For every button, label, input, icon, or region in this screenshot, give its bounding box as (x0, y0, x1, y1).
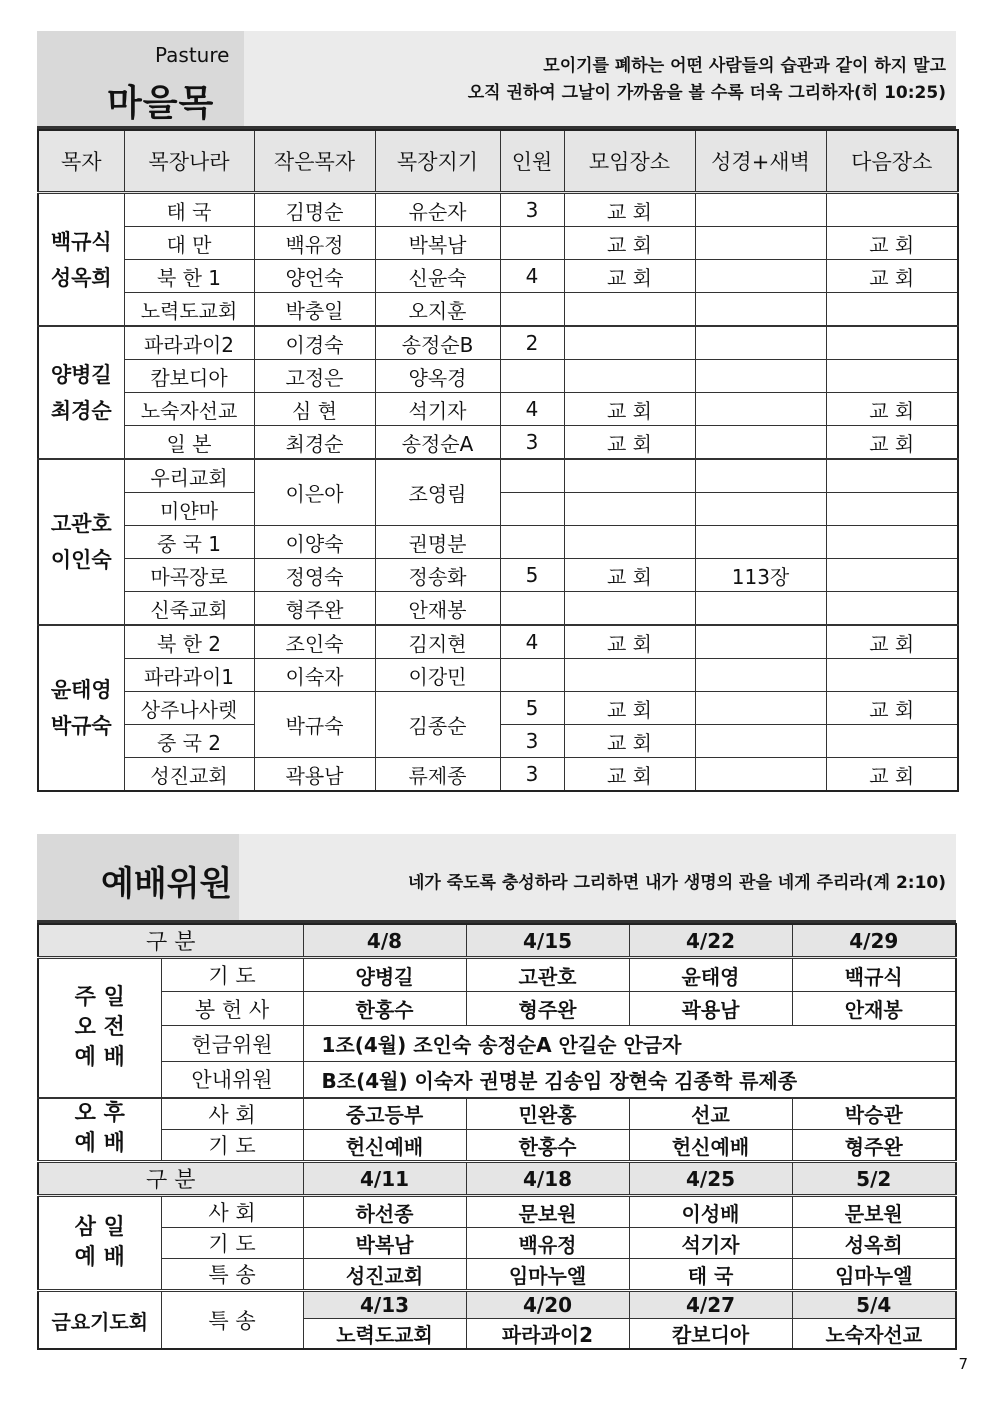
leader-cell: 윤태영 박규숙 (38, 625, 124, 791)
name-cell: 선교 (629, 1098, 792, 1130)
table-row (38, 758, 958, 792)
pasture-table (37, 129, 959, 792)
next-cell (826, 293, 958, 327)
table-row (38, 360, 958, 393)
count-cell (500, 360, 564, 393)
pm-host-row (38, 1098, 956, 1130)
place-cell: 교 회 (564, 393, 695, 426)
keeper-cell: 송정순B (375, 326, 500, 360)
name-cell: 형주완 (792, 1130, 956, 1162)
bible-cell: 113장 (695, 559, 826, 592)
leader-cell: 양병길 최경순 (38, 326, 124, 459)
country-cell: 신죽교회 (124, 592, 254, 626)
offering-committee-value: 1조(4월) 조인숙 송정순A 안길순 안금자 (303, 1026, 956, 1062)
pasture-header (37, 31, 956, 129)
fri-date-row (38, 1291, 956, 1319)
col-header: 목자 (38, 130, 124, 193)
pm-prayer-row (38, 1130, 956, 1162)
country-cell: 파라과이2 (124, 326, 254, 360)
offering-committee-label: 헌금위원 (161, 1026, 303, 1062)
country-cell: 미얀마 (124, 493, 254, 526)
worship-title: 예배위원 (101, 864, 233, 904)
next-cell (826, 559, 958, 592)
bible-cell (695, 426, 826, 460)
name-cell: 양병길 (303, 958, 466, 992)
count-cell: 5 (500, 692, 564, 725)
name-cell: 캄보디아 (629, 1319, 792, 1350)
place-cell: 교 회 (564, 193, 695, 227)
country-cell: 일 본 (124, 426, 254, 460)
keeper-cell: 안재봉 (375, 592, 500, 626)
place-cell: 교 회 (564, 260, 695, 293)
keeper-cell: 권명분 (375, 526, 500, 559)
small-shepherd-cell: 박규숙 (254, 692, 375, 758)
pasture-verse-line2: 오직 권하여 그날이 가까움을 볼 수록 더욱 그리하자(히 10:25) (467, 83, 946, 103)
country-cell: 노력도교회 (124, 293, 254, 327)
place-cell (564, 360, 695, 393)
count-cell: 4 (500, 260, 564, 293)
name-cell: 윤태영 (629, 958, 792, 992)
table-row (38, 559, 958, 592)
table-row (38, 326, 958, 360)
bible-cell (695, 459, 826, 493)
count-cell: 4 (500, 625, 564, 659)
usher-value: B조(4월) 이숙자 권명분 김송임 장현숙 김종학 류제종 (303, 1062, 956, 1098)
name-cell: 한홍수 (303, 992, 466, 1026)
name-cell: 한홍수 (466, 1130, 629, 1162)
table-row (38, 592, 958, 626)
date-cell: 4/25 (629, 1162, 792, 1196)
count-cell (500, 592, 564, 626)
small-shepherd-cell: 이양숙 (254, 526, 375, 559)
bible-cell (695, 625, 826, 659)
keeper-cell: 김지현 (375, 625, 500, 659)
next-cell (826, 193, 958, 227)
bible-cell (695, 227, 826, 260)
count-cell (500, 459, 564, 493)
prayer-label: 기 도 (161, 1130, 303, 1162)
wed-host-row (38, 1196, 956, 1228)
name-cell: 박복남 (303, 1228, 466, 1259)
special-label: 특 송 (161, 1259, 303, 1291)
small-shepherd-cell: 조인숙 (254, 625, 375, 659)
name-cell: 헌신예배 (629, 1130, 792, 1162)
place-cell: 교 회 (564, 758, 695, 792)
small-shepherd-cell: 양언숙 (254, 260, 375, 293)
next-cell (826, 493, 958, 526)
bible-cell (695, 393, 826, 426)
small-shepherd-cell: 심 현 (254, 393, 375, 426)
country-cell: 노숙자선교 (124, 393, 254, 426)
place-cell (564, 659, 695, 692)
name-cell: 중고등부 (303, 1098, 466, 1130)
country-cell: 중 국 2 (124, 725, 254, 758)
count-cell (500, 526, 564, 559)
col-header: 목장나라 (124, 130, 254, 193)
keeper-cell: 석기자 (375, 393, 500, 426)
host-label: 사 회 (161, 1196, 303, 1228)
keeper-cell: 조영림 (375, 459, 500, 526)
place-cell (564, 293, 695, 327)
country-cell: 성진교회 (124, 758, 254, 792)
next-cell (826, 326, 958, 360)
country-cell: 중 국 1 (124, 526, 254, 559)
bible-cell (695, 193, 826, 227)
next-cell: 교 회 (826, 426, 958, 460)
name-cell: 백유정 (466, 1228, 629, 1259)
table-row (38, 659, 958, 692)
date-cell: 4/13 (303, 1291, 466, 1319)
next-cell (826, 360, 958, 393)
place-cell: 교 회 (564, 725, 695, 758)
worship-title-box (37, 834, 239, 920)
next-cell: 교 회 (826, 758, 958, 792)
country-cell: 태 국 (124, 193, 254, 227)
am-offering-row (38, 992, 956, 1026)
bible-cell (695, 493, 826, 526)
table-row (38, 526, 958, 559)
keeper-cell: 류제종 (375, 758, 500, 792)
small-shepherd-cell: 이경숙 (254, 326, 375, 360)
bible-cell (695, 692, 826, 725)
next-cell: 교 회 (826, 260, 958, 293)
small-shepherd-cell: 고정은 (254, 360, 375, 393)
country-cell: 우리교회 (124, 459, 254, 493)
name-cell: 성진교회 (303, 1259, 466, 1291)
col-header: 인원 (500, 130, 564, 193)
keeper-cell: 정송화 (375, 559, 500, 592)
name-cell: 노숙자선교 (792, 1319, 956, 1350)
small-shepherd-cell: 박충일 (254, 293, 375, 327)
place-cell (564, 592, 695, 626)
table-row (38, 426, 958, 460)
prayer-label: 기 도 (161, 958, 303, 992)
date-cell: 5/4 (792, 1291, 956, 1319)
small-shepherd-cell: 김명순 (254, 193, 375, 227)
place-cell (564, 526, 695, 559)
next-cell (826, 592, 958, 626)
offering-committee-row (38, 1026, 956, 1062)
col-header: 성경+새벽 (695, 130, 826, 193)
bible-cell (695, 260, 826, 293)
next-cell: 교 회 (826, 393, 958, 426)
date-cell: 4/22 (629, 924, 792, 958)
pasture-verse-line1: 모이기를 폐하는 어떤 사람들의 습관과 같이 하지 말고 (543, 56, 946, 76)
table-row (38, 260, 958, 293)
name-cell: 곽용남 (629, 992, 792, 1026)
keeper-cell: 오지훈 (375, 293, 500, 327)
wed-date-row (38, 1162, 956, 1196)
table-row (38, 227, 958, 260)
name-cell: 문보원 (466, 1196, 629, 1228)
count-cell (500, 227, 564, 260)
count-cell: 3 (500, 426, 564, 460)
next-cell (826, 526, 958, 559)
count-cell: 3 (500, 193, 564, 227)
wed-prayer-row (38, 1228, 956, 1259)
small-shepherd-cell: 이은아 (254, 459, 375, 526)
count-cell: 4 (500, 393, 564, 426)
place-cell: 교 회 (564, 559, 695, 592)
country-cell: 파라과이1 (124, 659, 254, 692)
friday-label: 금요기도회 (38, 1291, 161, 1350)
keeper-cell: 유순자 (375, 193, 500, 227)
leader-cell: 고관호 이인숙 (38, 459, 124, 625)
next-cell (826, 459, 958, 493)
pasture-title-ko: 마을목 (107, 83, 215, 124)
name-cell: 임마누엘 (792, 1259, 956, 1291)
country-cell: 캄보디아 (124, 360, 254, 393)
usher-row (38, 1062, 956, 1098)
keeper-cell: 이강민 (375, 659, 500, 692)
place-cell: 교 회 (564, 227, 695, 260)
date-cell: 4/29 (792, 924, 956, 958)
col-header: 모임장소 (564, 130, 695, 193)
date-cell: 4/27 (629, 1291, 792, 1319)
worship-table (37, 923, 957, 1350)
next-cell (826, 659, 958, 692)
leader-cell: 백규식 성옥희 (38, 193, 124, 327)
col-header: 작은목자 (254, 130, 375, 193)
country-cell: 북 한 2 (124, 625, 254, 659)
page-number: 7 (958, 1355, 968, 1373)
name-cell: 석기자 (629, 1228, 792, 1259)
host-label: 사 회 (161, 1098, 303, 1130)
bible-cell (695, 326, 826, 360)
keeper-cell: 박복남 (375, 227, 500, 260)
next-cell (826, 725, 958, 758)
sunday-date-row (38, 924, 956, 958)
table-row (38, 625, 958, 659)
count-cell: 3 (500, 758, 564, 792)
place-cell (564, 493, 695, 526)
wed-special-row (38, 1259, 956, 1291)
count-cell: 3 (500, 725, 564, 758)
name-cell: 파라과이2 (466, 1319, 629, 1350)
pasture-title-en: Pasture (155, 43, 230, 67)
name-cell: 문보원 (792, 1196, 956, 1228)
date-cell: 5/2 (792, 1162, 956, 1196)
bible-cell (695, 659, 826, 692)
keeper-cell: 송정순A (375, 426, 500, 460)
place-cell: 교 회 (564, 426, 695, 460)
sunday-pm-label: 오 후 예 배 (38, 1098, 161, 1162)
gubun-label: 구 분 (38, 1162, 303, 1196)
count-cell: 2 (500, 326, 564, 360)
special-label: 특 송 (161, 1291, 303, 1350)
country-cell: 북 한 1 (124, 260, 254, 293)
name-cell: 하선종 (303, 1196, 466, 1228)
next-cell: 교 회 (826, 227, 958, 260)
date-cell: 4/18 (466, 1162, 629, 1196)
next-cell: 교 회 (826, 692, 958, 725)
date-cell: 4/11 (303, 1162, 466, 1196)
country-cell: 마곡장로 (124, 559, 254, 592)
sunday-am-label: 주 일 오 전 예 배 (38, 958, 161, 1098)
small-shepherd-cell: 백유정 (254, 227, 375, 260)
count-cell (500, 293, 564, 327)
keeper-cell: 양옥경 (375, 360, 500, 393)
table-row (38, 393, 958, 426)
worship-verse-box (239, 834, 956, 920)
pasture-header-row (38, 130, 958, 193)
place-cell (564, 326, 695, 360)
name-cell: 임마누엘 (466, 1259, 629, 1291)
count-cell (500, 493, 564, 526)
place-cell: 교 회 (564, 692, 695, 725)
table-row (38, 293, 958, 327)
name-cell: 고관호 (466, 958, 629, 992)
table-row (38, 193, 958, 227)
offering-label: 봉 헌 사 (161, 992, 303, 1026)
table-row (38, 459, 958, 493)
date-cell: 4/20 (466, 1291, 629, 1319)
name-cell: 민완홍 (466, 1098, 629, 1130)
bible-cell (695, 725, 826, 758)
small-shepherd-cell: 곽용남 (254, 758, 375, 792)
bible-cell (695, 293, 826, 327)
small-shepherd-cell: 정영숙 (254, 559, 375, 592)
worship-header (37, 834, 956, 923)
pasture-verse (244, 31, 956, 126)
country-cell: 상주나사렛 (124, 692, 254, 725)
date-cell: 4/8 (303, 924, 466, 958)
next-cell: 교 회 (826, 625, 958, 659)
place-cell: 교 회 (564, 625, 695, 659)
worship-verse: 네가 죽도록 충성하라 그리하면 내가 생명의 관을 네게 주리라(계 2:10) (407, 873, 946, 893)
col-header: 다음장소 (826, 130, 958, 193)
pasture-title-box (37, 31, 244, 126)
count-cell: 5 (500, 559, 564, 592)
keeper-cell: 신윤숙 (375, 260, 500, 293)
count-cell (500, 659, 564, 692)
table-row (38, 692, 958, 725)
bible-cell (695, 526, 826, 559)
small-shepherd-cell: 이숙자 (254, 659, 375, 692)
bible-cell (695, 758, 826, 792)
keeper-cell: 김종순 (375, 692, 500, 758)
country-cell: 대 만 (124, 227, 254, 260)
bible-cell (695, 360, 826, 393)
name-cell: 형주완 (466, 992, 629, 1026)
name-cell: 헌신예배 (303, 1130, 466, 1162)
wednesday-label: 삼 일 예 배 (38, 1196, 161, 1291)
prayer-label: 기 도 (161, 1228, 303, 1259)
usher-label: 안내위원 (161, 1062, 303, 1098)
bible-cell (695, 592, 826, 626)
name-cell: 박승관 (792, 1098, 956, 1130)
small-shepherd-cell: 형주완 (254, 592, 375, 626)
col-header: 목장지기 (375, 130, 500, 193)
am-prayer-row (38, 958, 956, 992)
name-cell: 백규식 (792, 958, 956, 992)
place-cell (564, 459, 695, 493)
name-cell: 이성배 (629, 1196, 792, 1228)
name-cell: 노력도교회 (303, 1319, 466, 1350)
name-cell: 성옥희 (792, 1228, 956, 1259)
date-cell: 4/15 (466, 924, 629, 958)
small-shepherd-cell: 최경순 (254, 426, 375, 460)
name-cell: 태 국 (629, 1259, 792, 1291)
name-cell: 안재봉 (792, 992, 956, 1026)
gubun-label: 구 분 (38, 924, 303, 958)
